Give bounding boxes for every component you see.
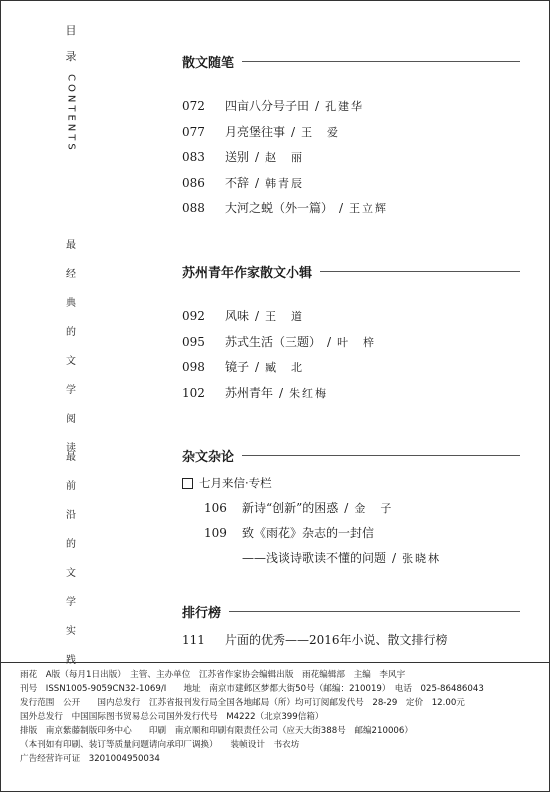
page-number: 086 (182, 175, 205, 190)
entry-author: 孔建华 (325, 100, 365, 113)
entry-author: 王 道 (265, 310, 305, 323)
entry-author: 王 爱 (301, 125, 341, 139)
slogan1-char: 典 (66, 298, 76, 309)
toc-vertical-title (62, 22, 80, 153)
entry-title: 新诗“创新”的困惑 (242, 501, 339, 515)
entry-title: 四亩八分号子田 (225, 99, 310, 113)
title-char-2: 录 (65, 50, 77, 63)
colophon-line: 排版 南京紫藤制版印务中心 印刷 南京顺和印刷有限责任公司（应天大街388号 邮编210006） (20, 726, 413, 736)
separator: / (339, 201, 344, 215)
slogan1-char: 阅 (66, 414, 76, 425)
toc-entry-subtitle[interactable] (204, 549, 520, 574)
section-heading (182, 446, 520, 465)
slogan2-char: 的 (66, 539, 76, 550)
colophon-line: 发行范围 公开 国内总发行 江苏省报刊发行局全国各地邮局（所）均可订阅邮发代号 28-29 定价 12.00元 (20, 698, 465, 708)
slogan2-char: 践 (66, 655, 76, 666)
toc-entry[interactable] (182, 123, 520, 149)
colophon-line: 广告经营许可证 3201004950034 (20, 754, 160, 764)
separator: / (279, 385, 284, 400)
entry-subtitle: ——浅谈诗歌读不懂的问题 (242, 551, 387, 565)
toc-entry[interactable] (182, 631, 520, 657)
slogan1-char: 最 (66, 240, 76, 251)
entry-author: 金 子 (354, 502, 394, 515)
separator: / (327, 334, 332, 349)
colophon-line: 国外总发行 中国国际图书贸易总公司国外发行代号 M4222（北京399信箱） (20, 712, 324, 722)
colophon-line: （本刊如有印刷、装订等质量问题请向承印厂调换） 装帧设计 书衣坊 (20, 740, 300, 750)
section-heading (182, 602, 520, 621)
title-char-1: 目 (65, 24, 77, 37)
entry-title: 送别 (225, 150, 250, 164)
toc-entry[interactable] (182, 333, 520, 359)
entry-title: 镜子 (225, 360, 250, 374)
toc-entry[interactable] (182, 97, 520, 123)
section-rule (242, 61, 520, 62)
entry-title: 大河之蜕（外一篇） (225, 201, 334, 215)
entry-title: 苏式生活（三题） (225, 334, 322, 349)
section-essays (182, 52, 520, 225)
slogan-frontier-practice (62, 452, 80, 684)
slogan1-char: 文 (66, 356, 76, 367)
entry-author: 张晓林 (402, 552, 442, 565)
separator: / (315, 99, 320, 113)
page-number: 106 (204, 501, 227, 515)
separator: / (344, 501, 349, 515)
toc-entry[interactable] (182, 384, 520, 410)
separator: / (255, 309, 260, 323)
entry-author: 叶 梓 (337, 335, 377, 349)
colophon-line: 雨花 A版（每月1日出版） 主管、主办单位 江苏省作家协会编辑出版 雨花编辑部 主编 李风宇 (20, 670, 406, 680)
column-heading (182, 475, 520, 491)
entry-author: 臧 北 (265, 361, 305, 374)
toc-entry[interactable] (182, 174, 520, 200)
entry-title: 致《雨花》杂志的一封信 (242, 526, 375, 540)
page-number: 077 (182, 124, 205, 139)
slogan2-char: 沿 (66, 510, 76, 521)
section-rankings (182, 602, 520, 657)
slogan-classic-reading (62, 240, 80, 472)
entry-title: 风味 (225, 309, 250, 323)
entry-title: 苏州青年 (225, 385, 274, 400)
page-number: 102 (182, 385, 205, 400)
slogan2-char: 前 (66, 481, 76, 492)
page-number: 098 (182, 360, 205, 374)
separator: / (392, 551, 397, 565)
section-zawen (182, 446, 520, 574)
page-number: 072 (182, 99, 205, 113)
entry-author: 王立辉 (349, 202, 389, 215)
separator: / (255, 150, 260, 164)
colophon (0, 662, 550, 790)
section-suzhou-young-writers (182, 262, 520, 409)
entry-author: 朱红梅 (289, 386, 329, 400)
entry-title: 月亮堡往事 (225, 124, 286, 139)
section-rule (320, 271, 520, 272)
separator: / (255, 175, 260, 190)
separator: / (291, 124, 296, 139)
section-title: 排行榜 (182, 606, 222, 621)
colophon-line: 刊号 ISSN1005-9059CN32-1069/I 地址 南京市建邺区梦都大街50号（邮编：210019） 电话 025-86486043 (20, 684, 484, 694)
slogan2-char: 实 (66, 626, 76, 637)
toc-entry[interactable] (182, 358, 520, 384)
checkbox-square-icon (182, 478, 193, 489)
section-heading (182, 52, 520, 71)
slogan1-char: 的 (66, 327, 76, 338)
slogan1-char: 学 (66, 385, 76, 396)
toc-entry[interactable] (182, 199, 520, 225)
page-number: 083 (182, 150, 205, 164)
section-rule (242, 455, 520, 456)
toc-entry[interactable] (182, 307, 520, 333)
toc-entry[interactable] (182, 148, 520, 174)
slogan1-char: 经 (66, 269, 76, 280)
slogan1-char: 读 (66, 443, 76, 454)
page-number: 092 (182, 309, 205, 323)
page-number: 095 (182, 334, 205, 349)
entry-author: 韩青辰 (265, 176, 305, 190)
section-rule (229, 611, 520, 612)
toc-entry[interactable] (204, 524, 520, 549)
entry-title: 不辞 (225, 175, 250, 190)
section-title: 散文随笔 (182, 56, 235, 71)
section-title: 杂文杂论 (182, 450, 235, 465)
column-title: 七月来信·专栏 (199, 476, 272, 490)
section-heading (182, 262, 520, 281)
slogan2-char: 文 (66, 568, 76, 579)
section-title: 苏州青年作家散文小辑 (182, 266, 313, 281)
title-contents-latin: CONTENTS (65, 74, 77, 153)
slogan2-char: 最 (66, 452, 76, 463)
entry-author: 赵 丽 (265, 151, 305, 164)
page-number: 109 (204, 526, 227, 540)
entry-title: 片面的优秀——2016年小说、散文排行榜 (225, 633, 448, 647)
page-number: 111 (182, 633, 205, 647)
slogan2-char: 学 (66, 597, 76, 608)
separator: / (255, 360, 260, 374)
toc-entry[interactable] (204, 499, 520, 524)
page-number: 088 (182, 201, 205, 215)
